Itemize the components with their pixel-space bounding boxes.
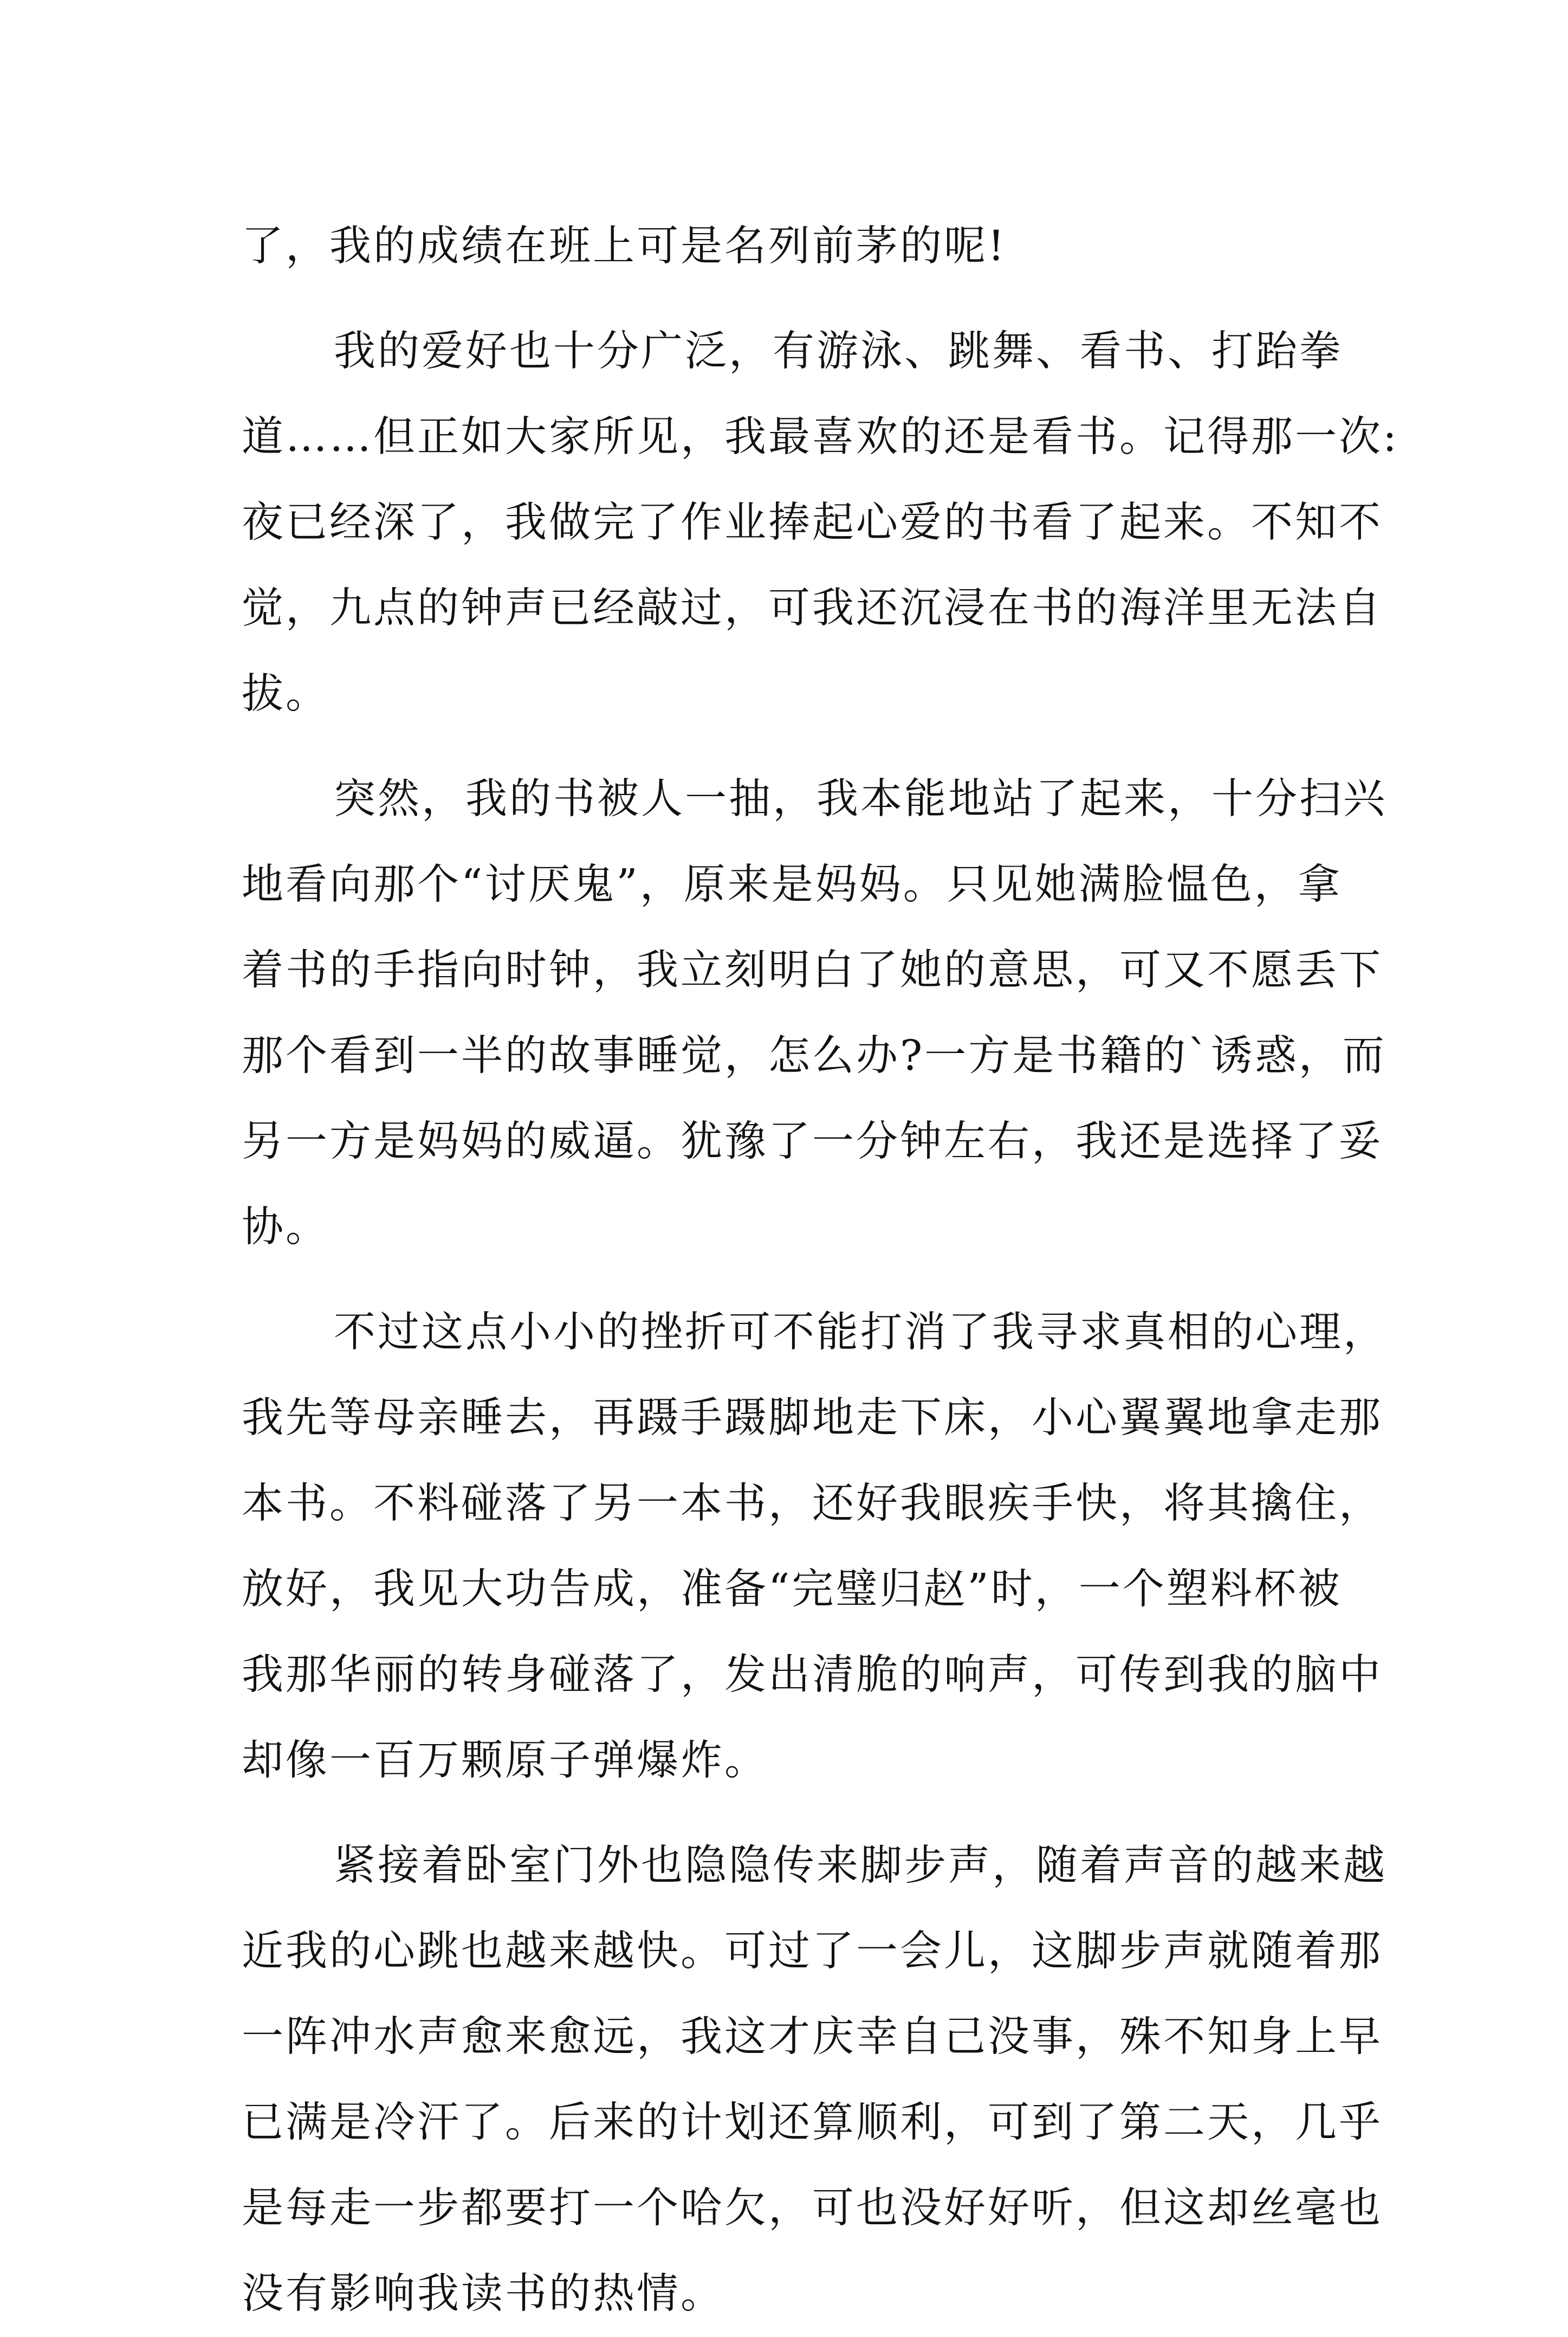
text-line: 那个看到一半的故事睡觉，怎么办?一方是书籍的`诱惑，而 xyxy=(242,1032,1386,1080)
text-line: 协。 xyxy=(242,1203,329,1251)
text-line: 一阵冲水声愈来愈远，我这才庆幸自己没事，殊不知身上早 xyxy=(242,2013,1383,2061)
text-line: 不过这点小小的挫折可不能打消了我寻求真相的心理， xyxy=(334,1308,1387,1357)
text-line: 放好，我见大功告成，准备“完璧归赵”时，一个塑料杯被 xyxy=(242,1565,1342,1613)
text-line: 是每走一步都要打一个哈欠，可也没好好听，但这却丝毫也 xyxy=(242,2184,1383,2232)
text-line: 我先等母亲睡去，再蹑手蹑脚地走下床，小心翼翼地拿走那 xyxy=(242,1394,1383,1442)
text-line: 着书的手指向时钟，我立刻明白了她的意思，可又不愿丢下 xyxy=(242,946,1383,995)
text-line: 拔。 xyxy=(242,670,329,718)
text-line: 夜已经深了，我做完了作业捧起心爱的书看了起来。不知不 xyxy=(242,499,1383,547)
text-line: 近我的心跳也越来越快。可过了一会儿，这脚步声就随着那 xyxy=(242,1927,1383,1976)
paragraph-5 xyxy=(242,1823,1387,2337)
text-line: 紧接着卧室门外也隐隐传来脚步声，随着声音的越来越 xyxy=(334,1842,1387,1890)
paragraph-1 xyxy=(242,204,1347,289)
text-line: 却像一百万颗原子弹爆炸。 xyxy=(242,1736,768,1785)
paragraph-2 xyxy=(242,309,1399,737)
text-line: 已满是冷汗了。后来的计划还算顺利，可到了第二天，几乎 xyxy=(242,2099,1383,2147)
text-line: 没有影响我读书的热情。 xyxy=(242,2270,724,2318)
text-line: 觉，九点的钟声已经敲过，可我还沉浸在书的海洋里无法自 xyxy=(242,584,1383,632)
paragraph-3 xyxy=(242,757,1387,1270)
text-line: 道……但正如大家所见，我最喜欢的还是看书。记得那一次: xyxy=(242,413,1399,461)
text-line: 本书。不料碰落了另一本书，还好我眼疾手快，将其擒住， xyxy=(242,1480,1383,1528)
text-line: 我的爱好也十分广泛，有游泳、跳舞、看书、打跆拳 xyxy=(334,327,1343,376)
essay-body xyxy=(242,204,1399,2337)
text-line: 另一方是妈妈的威逼。犹豫了一分钟左右，我还是选择了妥 xyxy=(242,1118,1383,1166)
text-line: 地看向那个“讨厌鬼”，原来是妈妈。只见她满脸愠色，拿 xyxy=(242,861,1342,909)
text-line: 了，我的成绩在班上可是名列前茅的呢! xyxy=(242,222,1007,270)
text-line: 突然，我的书被人一抽，我本能地站了起来，十分扫兴 xyxy=(334,775,1387,823)
text-line: 我那华丽的转身碰落了，发出清脆的响声，可传到我的脑中 xyxy=(242,1651,1383,1699)
paragraph-4 xyxy=(242,1290,1387,1804)
